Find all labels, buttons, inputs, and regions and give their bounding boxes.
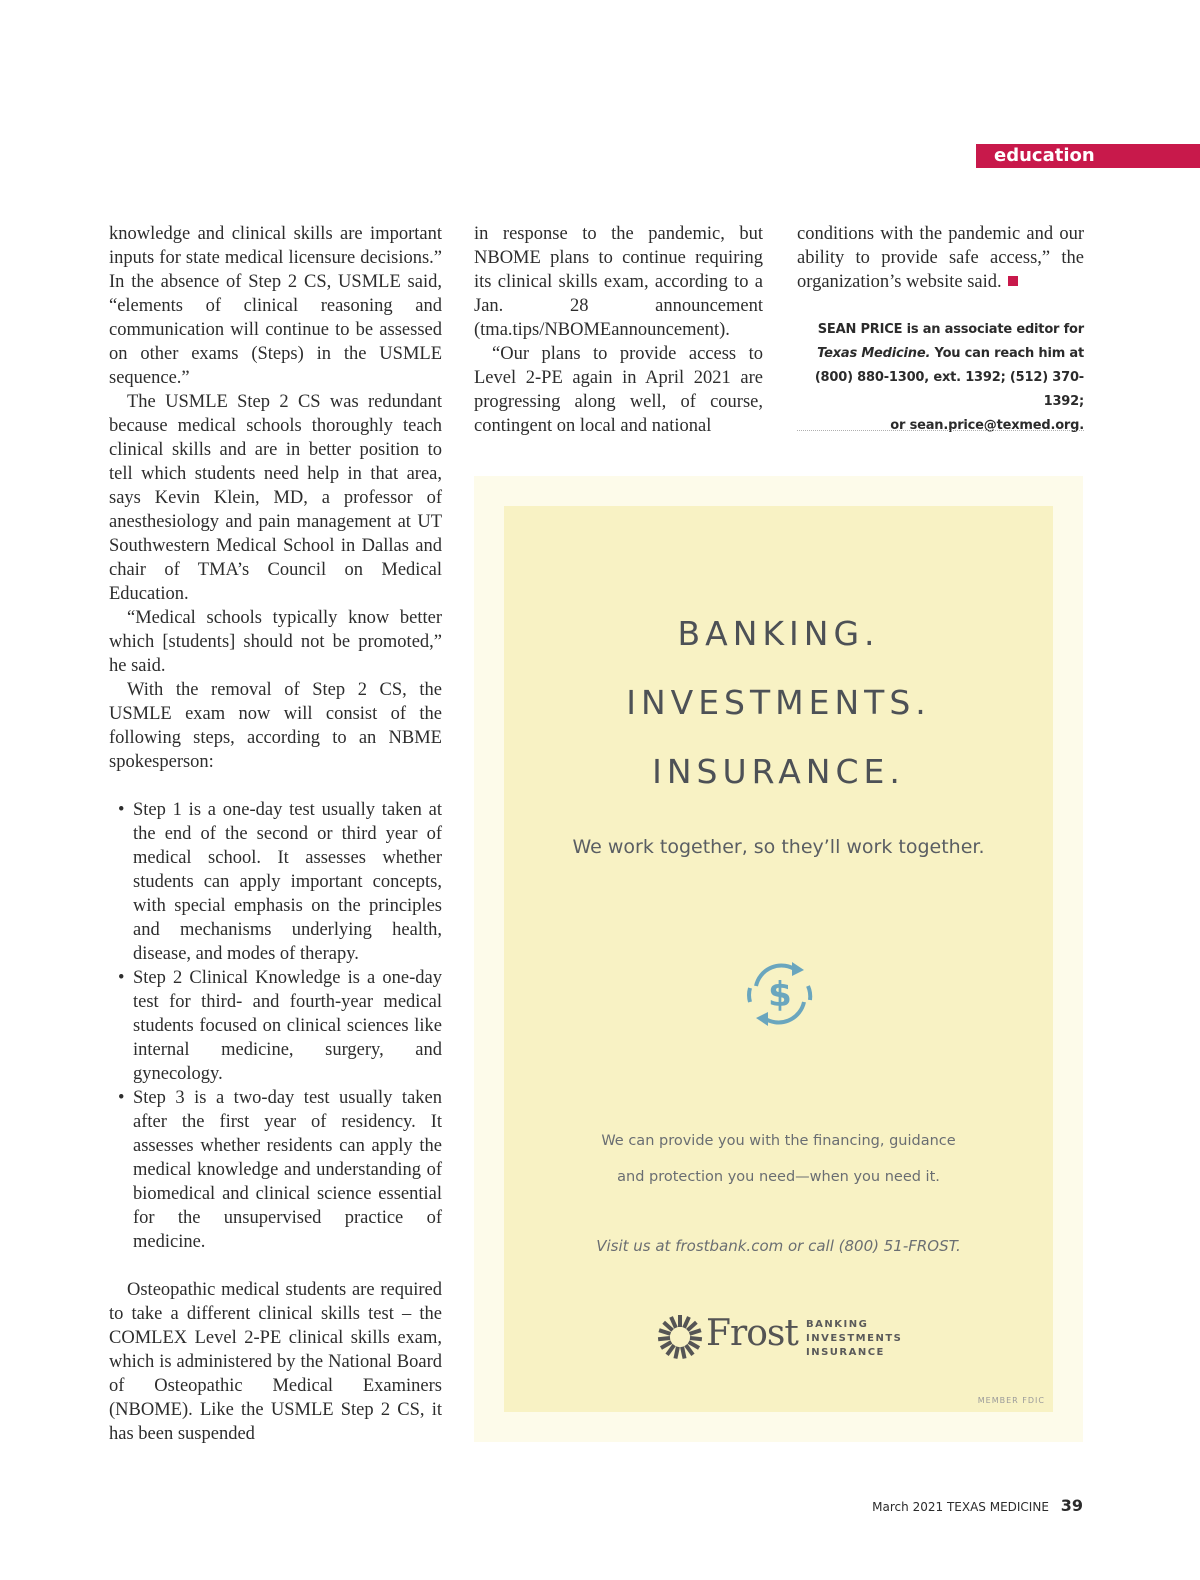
list-item: • Step 1 is a one-day test usually taken at the end of the second or third year of medical school. It assesses whether students can apply important concepts, with special emphasis on the principles and mechanisms underlying health, disease, and modes of therapy.: [118, 800, 442, 964]
article-column-3: [797, 222, 1084, 438]
bullet-icon: •: [118, 968, 125, 988]
issue-date: March 2021: [872, 1500, 944, 1514]
article-column-1: [109, 222, 442, 1446]
list-item: • Step 2 Clinical Knowledge is a one-day test for third- and fourth-year medical students focused on clinical sciences like internal medicine, surgery, and gynecology.: [118, 968, 442, 1084]
paragraph: The USMLE Step 2 CS was redundant because medical schools thoroughly teach clinical skills and are in better position to tell which students need help in that area, says Kevin Klein, MD, a professor of anesthesiology and pain management at UT Southwestern Medical School in Dallas and chair of TMA’s Council on Medical Education.: [109, 392, 442, 604]
paragraph: “Medical schools typically know better which [students] should not be promoted,” he said.: [109, 608, 442, 676]
paragraph: conditions with the pandemic and our ability to provide safe access,” the organization’s website said.: [797, 224, 1084, 292]
paragraph: Osteopathic medical students are required to take a different clinical skills test – the COMLEX Level 2-PE clinical skills exam, which is administered by the National Board of Osteopathic Medical Examiners (NBOME). Like the USMLE Step 2 CS, it has been suspended: [109, 1280, 442, 1444]
divider: [797, 430, 1084, 431]
frost-logo: [656, 1309, 906, 1365]
page-number: 39: [1060, 1496, 1083, 1515]
ad-tagline: We work together, so they’ll work together.: [572, 836, 985, 858]
dollar-cycle-icon: [742, 956, 818, 1032]
end-mark-icon: [1008, 276, 1018, 286]
bullet-icon: •: [118, 1088, 125, 1108]
publication-name: TEXAS MEDICINE: [946, 1500, 1049, 1514]
ad-headline-insurance: INSURANCE.: [652, 752, 905, 791]
ad-headline-investments: INVESTMENTS.: [626, 683, 931, 722]
svg-text:$: $: [768, 975, 792, 1015]
ad-headline-banking: BANKING.: [677, 614, 880, 653]
ad-body-line: We can provide you with the financing, guidance: [601, 1133, 956, 1149]
frost-burst-icon: [656, 1313, 704, 1361]
bullet-icon: •: [118, 800, 125, 820]
paragraph: “Our plans to provide access to Level 2-PE again in April 2021 are progressing along well, of course, contingent on local and national: [474, 344, 763, 436]
author-bio: SEAN PRICE is an associate editor for Texas Medicine. You can reach him at (800) 880-1300, ext. 1392; (512) 370-1392; or sean.price@texmed.org.: [814, 322, 1084, 433]
list-item: • Step 3 is a two-day test usually taken after the first year of residency. It assesses whether residents can apply the medical knowledge and understanding of biomedical and clinical science essential for the unsupervised practice of medicine.: [118, 1088, 442, 1252]
ad-body-line: and protection you need—when you need it.: [617, 1169, 940, 1185]
frost-wordmark: Frost: [706, 1313, 798, 1354]
article-column-2: [474, 222, 763, 438]
ad-contact: Visit us at frostbank.com or call (800) 51-FROST.: [596, 1237, 961, 1255]
member-fdic: MEMBER FDIC: [977, 1396, 1045, 1405]
paragraph: knowledge and clinical skills are important inputs for state medical licensure decisions.” In the absence of Step 2 CS, USMLE said, “elements of clinical reasoning and communication will continue to be assessed on other exams (Steps) in the USMLE sequence.”: [109, 224, 442, 388]
frost-subtitle: BANKING INVESTMENTS INSURANCE: [806, 1319, 903, 1358]
paragraph: in response to the pandemic, but NBOME plans to continue requiring its clinical skills exam, according to a Jan. 28 announcement (tma.tips/NBOMEannouncement).: [474, 224, 763, 340]
paragraph: With the removal of Step 2 CS, the USMLE exam now will consist of the following steps, according to an NBME spokesperson:: [109, 680, 442, 772]
page-footer: [872, 1496, 1083, 1515]
steps-list: [109, 798, 442, 1254]
frost-advertisement: [504, 506, 1053, 1412]
section-label: education: [976, 144, 1200, 168]
